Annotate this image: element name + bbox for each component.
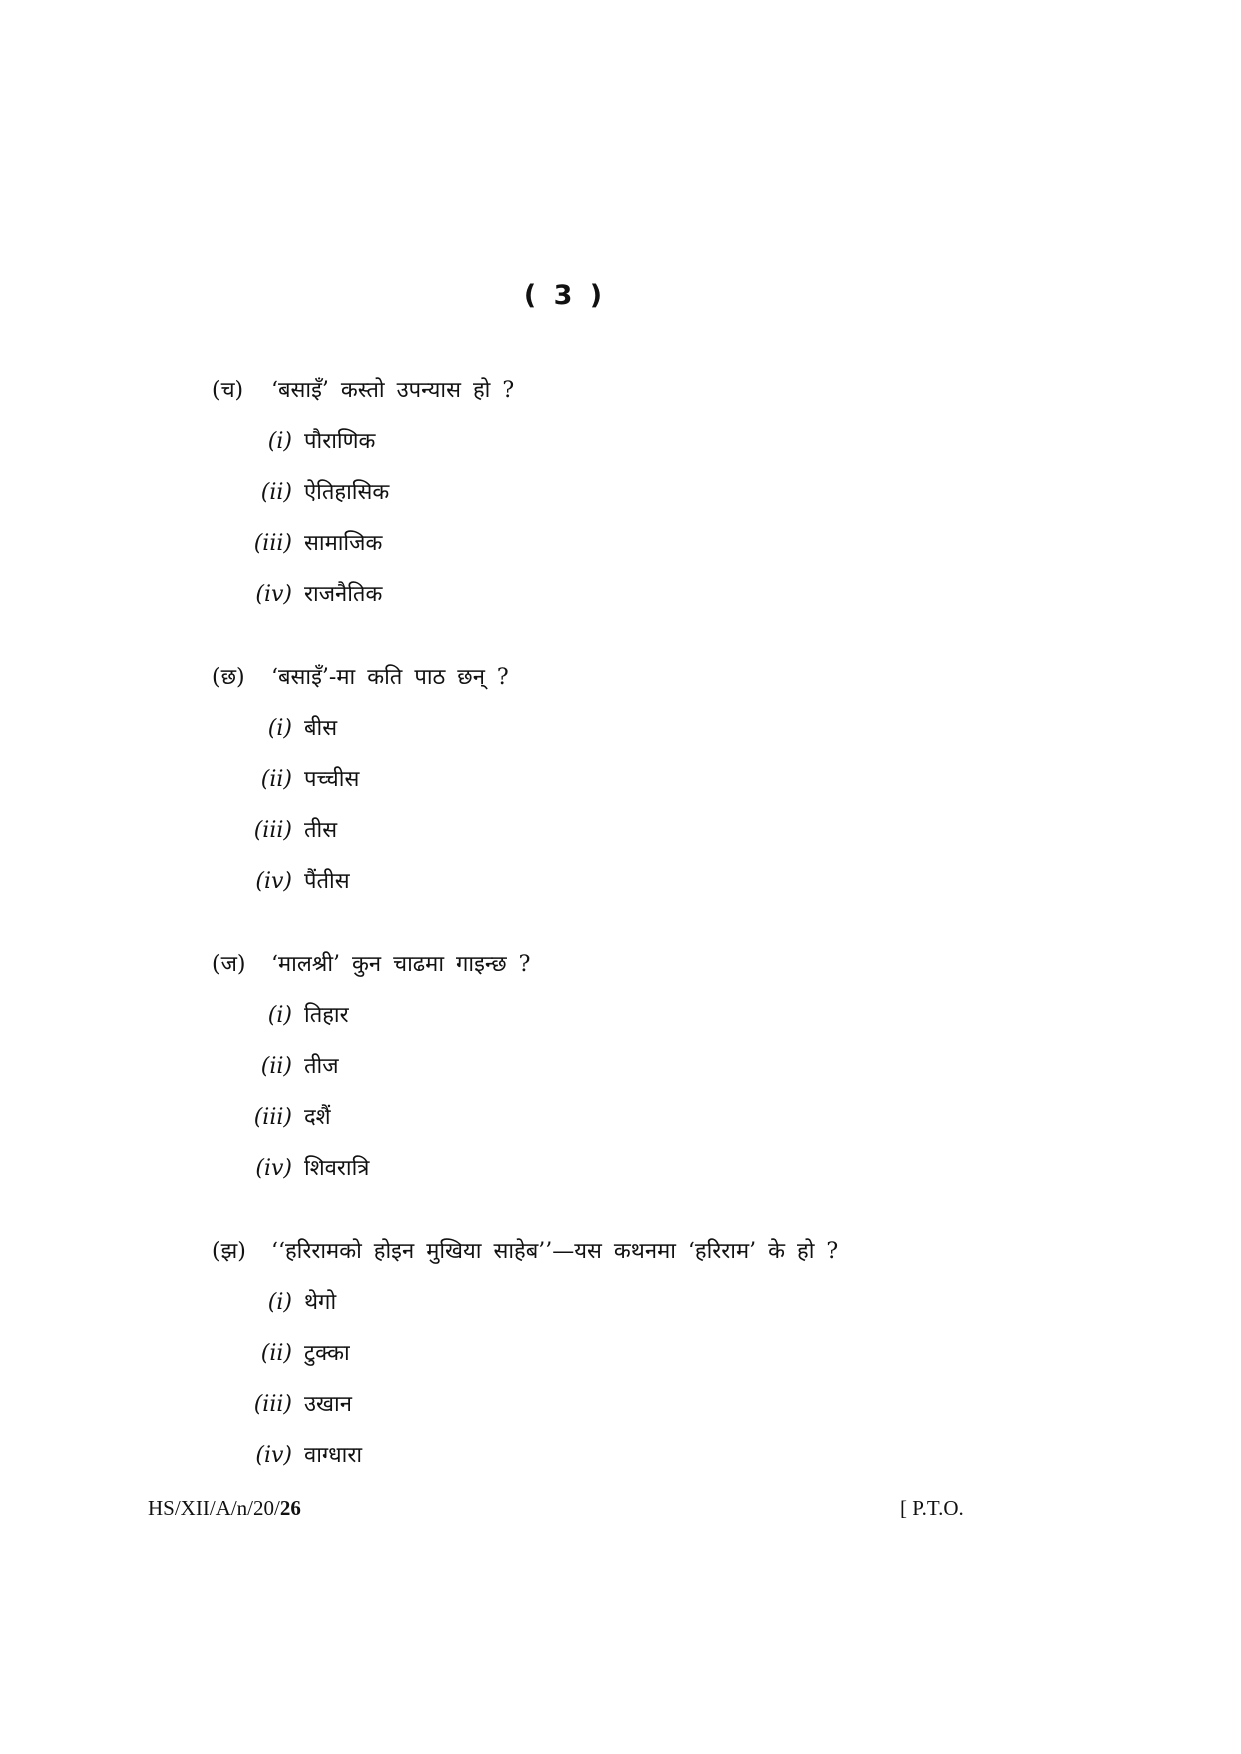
option-number: (iii) [253, 818, 292, 843]
option-item [212, 1379, 1112, 1430]
option-text: पौराणिक [304, 429, 376, 454]
question-stem [212, 1226, 1112, 1277]
option-number: (i) [267, 1003, 292, 1028]
option-text: टुक्का [304, 1341, 350, 1366]
option-item [212, 856, 1112, 907]
option-item [212, 1430, 1112, 1481]
option-text: तिहार [304, 1003, 349, 1028]
option-number: (i) [267, 1290, 292, 1315]
question-chha [212, 652, 1112, 907]
option-item [212, 990, 1112, 1041]
option-number: (iv) [255, 1443, 292, 1468]
paper-code [148, 1496, 301, 1521]
option-text: बीस [304, 716, 338, 741]
option-text: वाग्धारा [304, 1443, 363, 1468]
option-text: तीस [304, 818, 338, 843]
option-text: शिवरात्रि [304, 1156, 370, 1181]
question-label: (च) [212, 378, 244, 403]
question-ja [212, 939, 1112, 1194]
option-item [212, 416, 1112, 467]
question-stem [212, 365, 1112, 416]
pto-marker: [ P.T.O. [900, 1496, 964, 1520]
option-text: तीज [304, 1054, 339, 1079]
option-number: (ii) [260, 767, 292, 792]
option-item [212, 1277, 1112, 1328]
option-item [212, 518, 1112, 569]
paper-code-prefix: HS/XII/A/n/20/ [148, 1496, 280, 1520]
option-number: (ii) [260, 1054, 292, 1079]
paper-code-number: 26 [279, 1496, 301, 1520]
question-label: (छ) [212, 665, 245, 690]
page-number: ( 3 ) [523, 280, 607, 311]
option-number: (iv) [255, 869, 292, 894]
option-number: (i) [267, 716, 292, 741]
option-item [212, 1143, 1112, 1194]
option-text: पैंतीस [304, 869, 350, 894]
question-stem [212, 939, 1112, 990]
option-item [212, 569, 1112, 620]
option-number: (ii) [260, 480, 292, 505]
question-text: ‘बसाइँ’-मा कति पाठ छन् ? [271, 665, 509, 690]
option-item [212, 467, 1112, 518]
option-item [212, 1041, 1112, 1092]
option-text: पच्चीस [304, 767, 360, 792]
option-item [212, 1328, 1112, 1379]
question-label: (ज) [212, 952, 246, 977]
option-text: ऐतिहासिक [304, 480, 390, 505]
option-number: (ii) [260, 1341, 292, 1366]
question-text: ‘मालश्री’ कुन चाढमा गाइन्छ ? [271, 952, 531, 977]
option-number: (iv) [255, 582, 292, 607]
option-text: सामाजिक [304, 531, 383, 556]
question-jha [212, 1226, 1112, 1481]
option-number: (iii) [253, 1105, 292, 1130]
option-item [212, 703, 1112, 754]
question-stem [212, 652, 1112, 703]
option-text: थेगो [304, 1290, 337, 1315]
option-number: (iii) [253, 531, 292, 556]
option-text: दशैं [304, 1105, 331, 1130]
question-label: (झ) [212, 1239, 246, 1264]
question-cha [212, 365, 1112, 620]
question-text: ‘‘हरिरामको होइन मुखिया साहेब’’—यस कथनमा ‘हरिराम’ के हो ? [271, 1239, 839, 1264]
option-number: (i) [267, 429, 292, 454]
option-number: (iii) [253, 1392, 292, 1417]
option-text: राजनैतिक [304, 582, 383, 607]
option-text: उखान [304, 1392, 352, 1417]
option-item [212, 1092, 1112, 1143]
option-item [212, 754, 1112, 805]
option-number: (iv) [255, 1156, 292, 1181]
question-text: ‘बसाइँ’ कस्तो उपन्यास हो ? [271, 378, 515, 403]
option-item [212, 805, 1112, 856]
